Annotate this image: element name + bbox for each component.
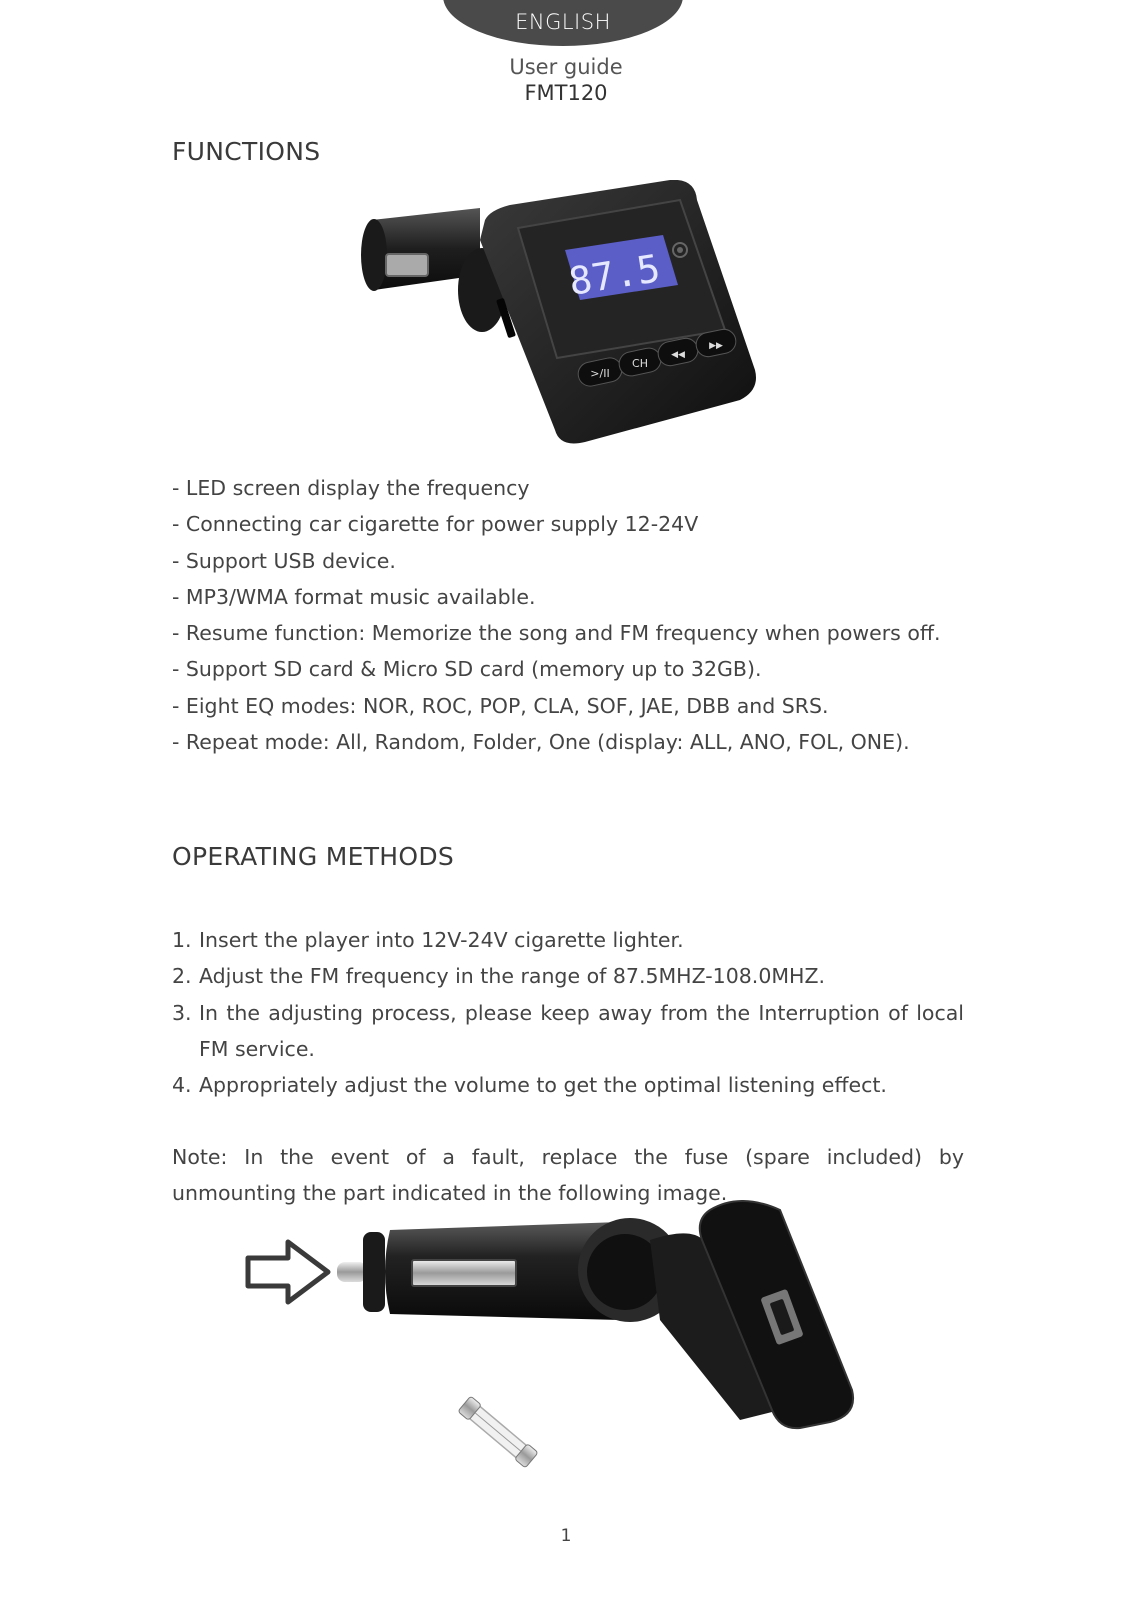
fuse-note: Note: In the event of a fault, replace the fuse (spare included) by unmounting the part indicated in the following image.	[172, 1145, 964, 1206]
step-item	[172, 958, 964, 994]
list-item: - Eight EQ modes: NOR, ROC, POP, CLA, SOF, JAE, DBB and SRS.	[172, 693, 829, 718]
frequency-readout: 87.5	[565, 246, 664, 304]
list-item: - LED screen display the frequency	[172, 476, 530, 500]
step-item	[172, 922, 964, 958]
list-item: - Repeat mode: All, Random, Folder, One (display: ALL, ANO, FOL, ONE).	[172, 730, 910, 755]
language-label: ENGLISH	[515, 10, 611, 34]
functions-heading: FUNCTIONS	[172, 137, 321, 166]
svg-text:CH: CH	[632, 357, 648, 370]
fm-transmitter-image	[360, 180, 780, 460]
step-number: 1.	[172, 928, 192, 952]
step-number: 3.	[172, 1000, 192, 1025]
language-tab	[443, 0, 683, 46]
list-item: - Connecting car cigarette for power supply 12-24V	[172, 512, 699, 537]
step-text: Adjust the FM frequency in the range of 87.5MHZ-108.0MHZ.	[199, 964, 826, 989]
functions-list	[172, 470, 941, 760]
step-text: Appropriately adjust the volume to get the optimal listening effect.	[199, 1073, 887, 1098]
page-number: 1	[560, 1526, 572, 1546]
fuse-cap	[363, 1232, 385, 1312]
plug-metal-tip	[337, 1262, 367, 1282]
list-item: - Support SD card & Micro SD card (memory up to 32GB).	[172, 657, 762, 682]
svg-text:>/II: >/II	[590, 367, 610, 380]
step-number: 2.	[172, 964, 192, 989]
step-text: Insert the player into 12V-24V cigarette lighter.	[199, 928, 684, 952]
arrow-right-icon	[248, 1242, 328, 1302]
plug-spring-clip	[412, 1260, 516, 1286]
list-item: - Resume function: Memorize the song and FM frequency when powers off.	[172, 621, 941, 646]
svg-text:▶▶: ▶▶	[709, 341, 723, 351]
fuse-replacement-image	[240, 1200, 890, 1470]
plug-tip	[361, 219, 387, 291]
model-label: FMT120	[524, 81, 608, 105]
step-item	[172, 995, 964, 1068]
spare-fuse	[458, 1396, 538, 1468]
step-item	[172, 1067, 964, 1103]
step-text: In the adjusting process, please keep away from the Interruption of local FM service.	[199, 1000, 964, 1061]
svg-text:◀◀: ◀◀	[671, 350, 685, 360]
operating-methods-heading: OPERATING METHODS	[172, 842, 455, 871]
list-item: - Support USB device.	[172, 548, 396, 573]
guide-label: User guide	[509, 55, 623, 79]
step-number: 4.	[172, 1073, 192, 1098]
operating-steps-list	[172, 922, 964, 1103]
plug-spring-clip	[386, 254, 428, 276]
list-item: - MP3/WMA format music available.	[172, 584, 536, 609]
